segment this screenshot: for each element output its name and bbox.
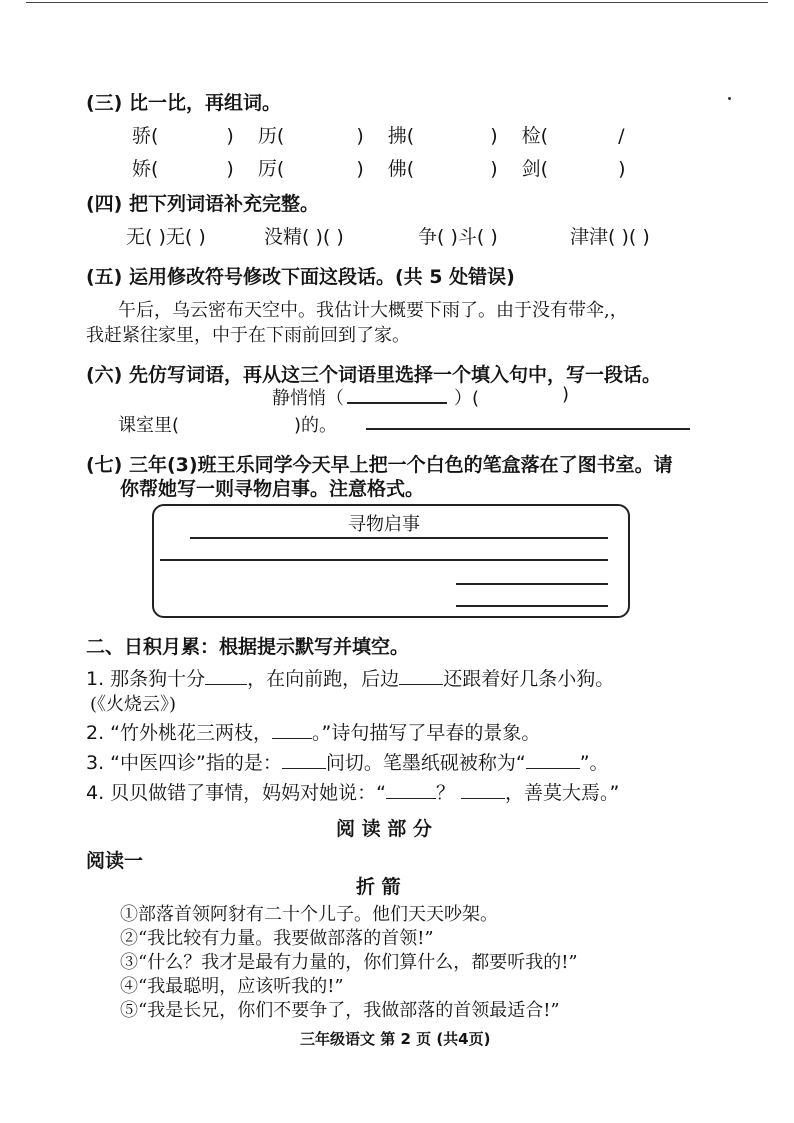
- lost-notice-title: 寻物启事: [348, 514, 420, 535]
- word-item: /: [618, 125, 625, 147]
- blank[interactable]: [272, 720, 312, 739]
- section3-row2: [132, 154, 626, 181]
- section4-item: 津津( )( ): [570, 226, 650, 248]
- word-item: 骄(: [132, 125, 159, 147]
- blank[interactable]: [282, 750, 326, 769]
- q1-source: (《火烧云》): [90, 694, 177, 715]
- page-footer: 三年级语文 第 2 页 (共4页): [300, 1030, 491, 1048]
- blank[interactable]: [205, 666, 247, 685]
- section6-example: 静悄悄（: [272, 388, 344, 409]
- story-paragraph: ②“我比较有力量。我要做部落的首领!”: [120, 928, 434, 949]
- section6-paren-mid: ）(: [454, 388, 480, 409]
- answer-line: [366, 428, 690, 430]
- section7-question-cont: 你帮她写一则寻物启事。注意格式。: [120, 478, 425, 500]
- writing-line[interactable]: [160, 559, 608, 561]
- section4-item: 争( )斗( ): [418, 226, 498, 248]
- reading-label: 阅读一: [86, 850, 144, 872]
- word-item: 佛(: [387, 158, 415, 180]
- word-item: 历(: [257, 125, 285, 147]
- part2-q2: [86, 718, 540, 745]
- word-item: 拂(: [387, 125, 415, 147]
- section3-row1: [132, 121, 625, 148]
- q1-text: ，在向前跑，后边: [247, 668, 400, 690]
- part2-q3: [86, 748, 609, 775]
- section5-paragraph-line: 午后，乌云密布天空中。我估计大概要下雨了。由于没有带伞,，: [118, 300, 628, 321]
- section4-item: 没精( )( ): [264, 226, 344, 248]
- section6-sentence-start: 课室里(: [118, 415, 180, 436]
- word-item: 检(: [521, 125, 549, 147]
- blank[interactable]: [526, 750, 580, 769]
- story-paragraph: ③“什么？我才是最有力量的，你们算什么，都要听我的!”: [120, 952, 578, 973]
- story-paragraph: ①部落首领阿豺有二十个儿子。他们天天吵架。: [120, 904, 498, 925]
- word-item: ): [490, 125, 498, 147]
- q3-text: 3. “中医四诊”指的是：: [86, 752, 282, 774]
- section3-title: (三) 比一比，再组词。: [86, 92, 281, 114]
- q1-text: 1. 那条狗十分: [86, 668, 206, 690]
- part2-q4: [86, 778, 619, 805]
- q3-text: ”。: [579, 752, 609, 774]
- word-item: ): [618, 158, 626, 180]
- word-item: 剑(: [521, 158, 549, 180]
- q4-text: 4. 贝贝做错了事情，妈妈对她说：“: [86, 782, 387, 804]
- page-top-border: [26, 2, 768, 3]
- q4-text: ，善莫大焉。”: [505, 782, 620, 804]
- word-item: ): [226, 125, 234, 147]
- section5-paragraph-line: 我赶紧往家里，中于在下雨前回到了家。: [86, 325, 410, 346]
- q2-text: 。”诗句描写了早春的景象。: [312, 722, 541, 744]
- story-title: 折 箭: [356, 876, 401, 898]
- writing-line[interactable]: [456, 583, 608, 585]
- q2-text: 2. “竹外桃花三两枝，: [86, 722, 273, 744]
- section6-sentence-end: )的。: [294, 415, 338, 436]
- writing-line[interactable]: [190, 537, 608, 539]
- part2-q1: [86, 664, 614, 691]
- q1-text: 还跟着好几条小狗。: [443, 668, 615, 690]
- writing-line[interactable]: [456, 605, 608, 607]
- section4-title: (四) 把下列词语补充完整。: [86, 193, 319, 215]
- part2-title: 二、日积月累：根据提示默写并填空。: [86, 636, 410, 658]
- blank[interactable]: [461, 780, 505, 799]
- scan-speck: [728, 97, 731, 100]
- story-paragraph: ⑤“我是长兄，你们不要争了，我做部落的首领最适合!”: [120, 1000, 560, 1021]
- blank[interactable]: [386, 780, 436, 799]
- blank[interactable]: [399, 666, 443, 685]
- word-item: 厉(: [257, 158, 285, 180]
- word-item: ): [226, 158, 234, 180]
- section7-question: (七) 三年(3)班王乐同学今天早上把一个白色的笔盒落在了图书室。请: [86, 454, 673, 476]
- answer-line: [347, 402, 447, 404]
- section4-item: 无( )无( ): [126, 226, 206, 248]
- word-item: 娇(: [132, 158, 159, 180]
- word-item: ): [356, 158, 364, 180]
- section5-title: (五) 运用修改符号修改下面这段话。(共 5 处错误): [86, 266, 515, 288]
- word-item: ): [490, 158, 498, 180]
- section6-paren-end: ): [562, 384, 570, 405]
- section6-title: (六) 先仿写词语，再从这三个词语里选择一个填入句中，写一段话。: [86, 364, 661, 386]
- story-paragraph: ④“我最聪明，应该听我的!”: [120, 976, 344, 997]
- q4-text: ？: [436, 782, 456, 804]
- word-item: ): [356, 125, 364, 147]
- q3-text: 问切。笔墨纸砚被称为“: [325, 752, 526, 774]
- reading-section-title: 阅 读 部 分: [336, 818, 432, 840]
